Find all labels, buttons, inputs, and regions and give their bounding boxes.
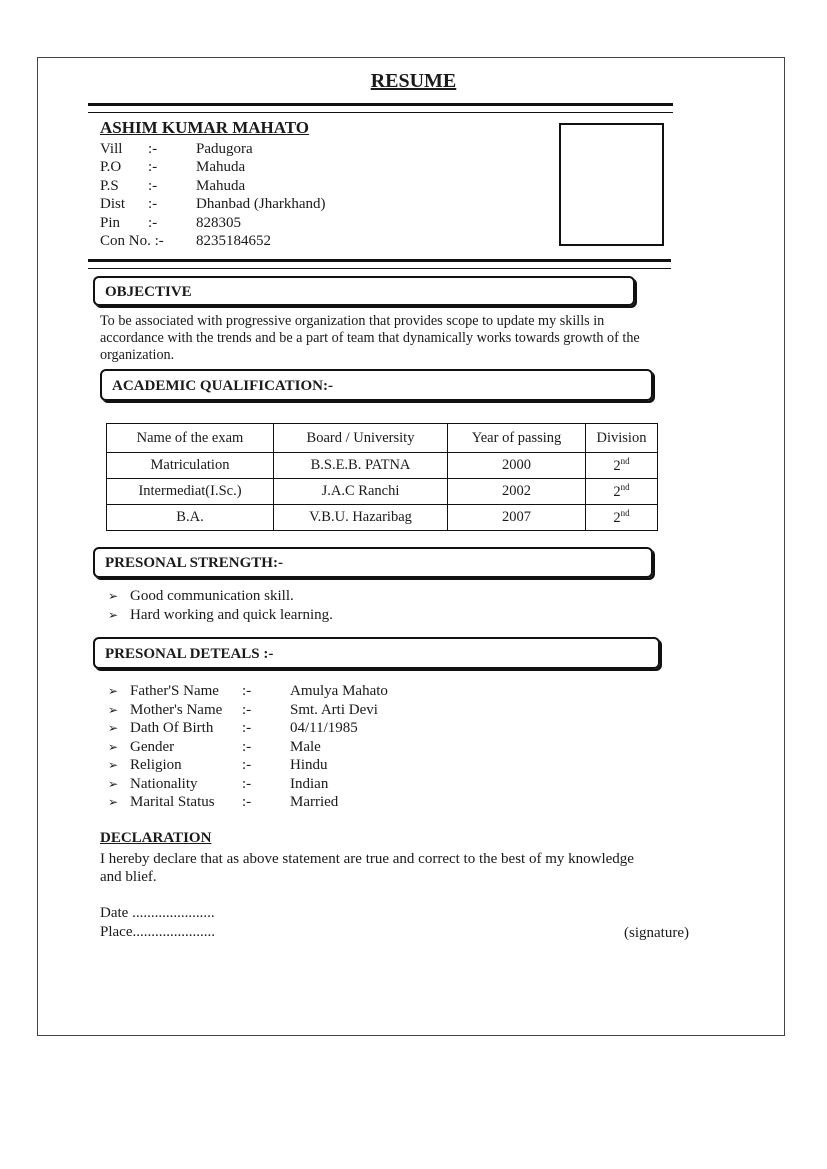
board-cell: V.B.U. Hazaribag [274,505,448,531]
address-label: P.O [100,159,122,175]
address-sep: :- [148,159,158,175]
division-cell [586,479,658,505]
exam-cell: B.A. [107,505,274,531]
resume-title: RESUME [370,70,457,92]
detail-sep: :- [242,739,252,755]
arrow-bullet-icon: ➢ [108,795,119,809]
header-divider [88,259,671,269]
declaration-line: I hereby declare that as above statement are true and correct to the best of my knowledge [100,851,634,867]
arrow-bullet-icon: ➢ [108,684,119,698]
address-value: Mahuda [196,159,246,175]
table-row [107,479,658,505]
division-suffix: nd [620,456,630,467]
year-cell: 2007 [448,505,586,531]
declaration-text [100,850,634,886]
date-field: Date ...................... [100,905,215,921]
detail-sep: :- [242,794,252,810]
top-divider [88,103,673,113]
address-label: Vill [100,141,123,157]
objective-line: To be associated with progressive organization that provides scope to update my skills in [100,313,605,329]
division-suffix: nd [620,508,630,519]
detail-label: Father'S Name [130,683,219,699]
detail-sep: :- [242,757,252,773]
year-cell: 2002 [448,479,586,505]
address-value: Mahuda [196,178,246,194]
detail-value: Smt. Arti Devi [290,702,378,718]
detail-value: Hindu [290,757,328,773]
detail-value: Amulya Mahato [290,683,388,699]
detail-value: Male [290,739,321,755]
board-cell: B.S.E.B. PATNA [274,453,448,479]
exam-cell: Intermediat(I.Sc.) [107,479,274,505]
arrow-bullet-icon: ➢ [108,589,119,603]
year-cell: 2000 [448,453,586,479]
arrow-bullet-icon: ➢ [108,777,119,791]
detail-label: Mother's Name [130,702,223,718]
arrow-bullet-icon: ➢ [108,740,119,754]
detail-value: 04/11/1985 [290,720,358,736]
academic-heading: ACADEMIC QUALIFICATION:- [100,369,653,401]
table-row [107,453,658,479]
address-value: Padugora [196,141,253,157]
objective-line: accordance with the trends and be a part of team that dynamically works towards growth of the [100,330,640,346]
board-cell: J.A.C Ranchi [274,479,448,505]
division-cell [586,505,658,531]
address-label: Con No. :- [100,233,164,249]
detail-label: Dath Of Birth [130,720,214,736]
division-value: 2 [613,483,621,500]
objective-text [100,313,640,364]
academic-table [106,423,658,531]
detail-label: Nationality [130,776,198,792]
arrow-bullet-icon: ➢ [108,721,119,735]
detail-sep: :- [242,683,252,699]
arrow-bullet-icon: ➢ [108,608,119,622]
column-header: Division [586,424,658,453]
column-header: Name of the exam [107,424,274,453]
detail-label: Religion [130,757,182,773]
column-header: Board / University [274,424,448,453]
objective-line: organization. [100,347,175,363]
division-suffix: nd [620,482,630,493]
detail-value: Indian [290,776,329,792]
table-row [107,505,658,531]
detail-label: Gender [130,739,175,755]
strength-text: Hard working and quick learning. [130,607,333,623]
arrow-bullet-icon: ➢ [108,703,119,717]
strength-heading: PRESONAL STRENGTH:- [93,547,653,578]
division-value: 2 [613,457,621,474]
declaration-line: and blief. [100,869,157,885]
detail-sep: :- [242,776,252,792]
address-sep: :- [148,141,158,157]
photo-placeholder [559,123,664,246]
declaration-heading: DECLARATION [100,830,212,846]
personal-heading: PRESONAL DETEALS :- [93,637,660,669]
address-value: Dhanbad (Jharkhand) [196,196,326,212]
exam-cell: Matriculation [107,453,274,479]
detail-sep: :- [242,702,252,718]
address-sep: :- [148,215,158,231]
strength-text: Good communication skill. [130,588,294,604]
signature-label: (signature) [624,925,689,941]
objective-heading: OBJECTIVE [93,276,635,306]
arrow-bullet-icon: ➢ [108,758,119,772]
division-value: 2 [613,509,621,526]
address-value: 828305 [196,215,241,231]
detail-label: Marital Status [130,794,215,810]
detail-value: Married [290,794,339,810]
address-label: Dist [100,196,126,212]
address-sep: :- [148,196,158,212]
address-label: Pin [100,215,121,231]
place-field: Place...................... [100,924,215,940]
candidate-name: ASHIM KUMAR MAHATO [100,118,310,137]
detail-sep: :- [242,720,252,736]
address-sep: :- [148,178,158,194]
address-value: 8235184652 [196,233,271,249]
column-header: Year of passing [448,424,586,453]
table-header-row [107,424,658,453]
address-label: P.S [100,178,119,194]
division-cell [586,453,658,479]
